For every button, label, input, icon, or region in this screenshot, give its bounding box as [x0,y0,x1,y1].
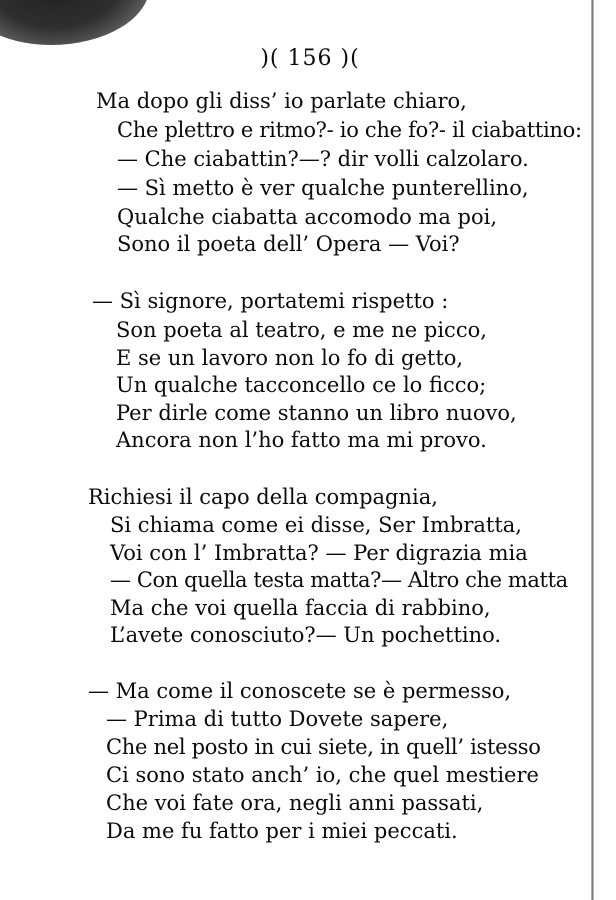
verse-line: Voi con l’ Imbratta? — Per digrazia mia [110,541,528,565]
corner-stain [0,0,150,45]
verse-line: — Prima di tutto Dovete sapere, [106,707,449,731]
page-binding-edge [591,0,594,900]
verse-line: Ma dopo gli diss’ io parlate chiaro, [96,89,467,113]
verse-line: — Sì signore, portatemi rispetto : [92,289,449,313]
page-number: )( 156 )( [260,46,360,71]
verse-line: — Ma come il conoscete se è permesso, [88,679,512,703]
verse-line: Un qualche tacconcello ce lo ficco; [116,373,487,397]
verse-line: Richiesi il capo della compagnia, [88,485,438,509]
verse-line: Che voi fate ora, negli anni passati, [106,791,484,815]
verse-line: Si chiama come ei disse, Ser Imbratta, [110,513,522,537]
verse-line: Ma che voi quella faccia di rabbino, [110,596,491,620]
verse-line: Qualche ciabatta accomodo ma poi, [117,205,497,229]
verse-line: — Con quella testa matta?— Altro che matta [110,568,568,592]
verse-line: — Sì metto è ver qualche punterellino, [117,176,529,200]
verse-line: E se un lavoro non lo fo di getto, [116,346,464,370]
verse-line: Ci sono stato anch’ io, che quel mestiere [106,763,539,787]
verse-line: Che plettro e ritmo?- io che fo?- il ciabattino: [117,118,582,142]
verse-line: — Che ciabattin?—? dir volli calzolaro. [117,147,529,171]
verse-line: Sono il poeta dell’ Opera — Voi? [117,232,460,256]
verse-line: Per dirle come stanno un libro nuovo, [116,401,517,425]
verse-line: Che nel posto in cui siete, in quell’ istesso [106,735,541,759]
verse-line: Da me fu fatto per i miei peccati. [106,819,458,843]
verse-line: L’avete conosciuto?— Un pochettino. [110,623,502,647]
verse-line: Ancora non l’ho fatto ma mi provo. [116,428,487,452]
verse-line: Son poeta al teatro, e me ne picco, [116,318,487,342]
